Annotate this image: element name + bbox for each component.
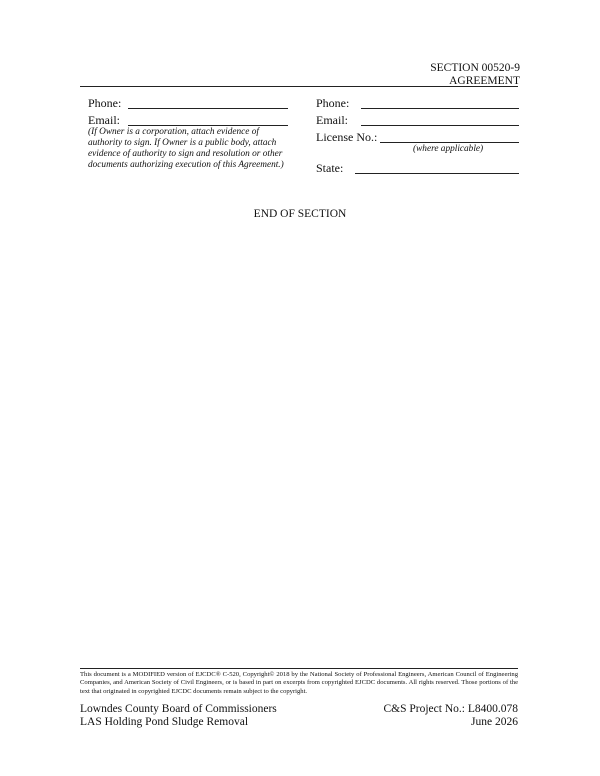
footer-org: Lowndes County Board of Commissioners bbox=[80, 703, 277, 715]
section-number: SECTION 00520-9 bbox=[430, 62, 520, 74]
end-of-section: END OF SECTION bbox=[253, 208, 347, 220]
contractor-email-field[interactable] bbox=[361, 125, 519, 126]
owner-email-label: Email: bbox=[88, 113, 120, 127]
license-note: (where applicable) bbox=[413, 144, 484, 154]
copyright-notice: This document is a MODIFIED version of EJCDC® C-520, Copyright© 2018 by the National Society of Professional Engineers, American Council of Engineering Companies, and American Society of Civil Engineers, or is based in part on excerpts from copyrighted EJCDC documents. All rights reserved. Those portions of the text that originated in copyrighted EJCDC documents remain subject to the copyright. bbox=[80, 671, 518, 695]
owner-email-field[interactable] bbox=[128, 125, 288, 126]
contractor-state-field[interactable] bbox=[355, 173, 519, 174]
contractor-license-field[interactable] bbox=[380, 142, 519, 143]
owner-phone-field[interactable] bbox=[128, 108, 288, 109]
contractor-license-label: License No.: bbox=[316, 130, 378, 144]
footer-project-no: C&S Project No.: L8400.078 bbox=[383, 703, 518, 715]
section-header bbox=[430, 62, 520, 88]
contractor-state-label: State: bbox=[316, 161, 344, 175]
contractor-phone-label: Phone: bbox=[316, 96, 350, 110]
owner-authority-note: (If Owner is a corporation, attach evidence of authority to sign. If Owner is a public body, attach evidence of authority to sign and resolution or other documents authorizing execution of this Agreement.) bbox=[88, 127, 284, 170]
footer-right bbox=[384, 703, 519, 729]
footer-rule bbox=[80, 668, 518, 669]
footer-left bbox=[80, 703, 277, 729]
contractor-phone-field[interactable] bbox=[361, 108, 519, 109]
footer-project: LAS Holding Pond Sludge Removal bbox=[80, 716, 249, 728]
header-rule bbox=[80, 86, 518, 87]
contractor-email-label: Email: bbox=[316, 113, 348, 127]
owner-phone-label: Phone: bbox=[88, 96, 122, 110]
footer-date: June 2026 bbox=[471, 716, 518, 728]
section-title: AGREEMENT bbox=[449, 75, 520, 87]
